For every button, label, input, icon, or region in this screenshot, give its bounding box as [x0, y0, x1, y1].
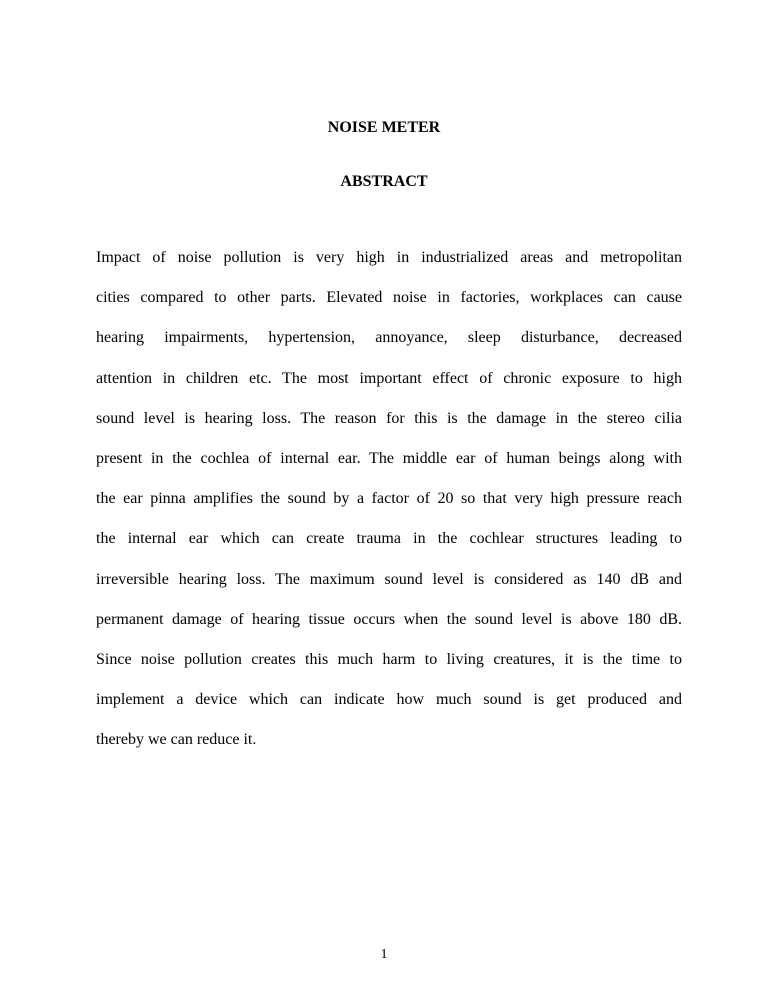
abstract-line: Since noise pollution creates this much harm to living creatures, it is the time to: [96, 650, 682, 668]
abstract-line: Impact of noise pollution is very high in industrialized areas and metropolitan: [96, 249, 682, 266]
abstract-line: irreversible hearing loss. The maximum sound level is considered as 140 dB and: [96, 570, 682, 588]
abstract-line: attention in children etc. The most important effect of chronic exposure to high: [96, 369, 682, 387]
abstract-line: thereby we can reduce it.: [96, 731, 257, 749]
abstract-line: the internal ear which can create trauma in the cochlear structures leading to: [96, 530, 682, 548]
abstract-line: implement a device which can indicate how much sound is get produced and: [96, 691, 682, 709]
abstract-line: present in the cochlea of internal ear. The middle ear of human beings along with: [96, 449, 682, 467]
abstract-line: hearing impairments, hypertension, annoyance, sleep disturbance, decreased: [96, 329, 682, 347]
abstract-line: the ear pinna amplifies the sound by a factor of 20 so that very high pressure reach: [96, 490, 682, 508]
abstract-line: cities compared to other parts. Elevated noise in factories, workplaces can cause: [96, 289, 682, 307]
document-title: NOISE METER: [327, 119, 441, 136]
abstract-body: [96, 238, 682, 760]
abstract-heading: ABSTRACT: [340, 173, 428, 190]
page-number: 1: [380, 947, 388, 962]
abstract-line: sound level is hearing loss. The reason for this is the damage in the stereo cilia: [96, 409, 682, 427]
abstract-line: permanent damage of hearing tissue occurs when the sound level is above 180 dB.: [96, 610, 682, 628]
